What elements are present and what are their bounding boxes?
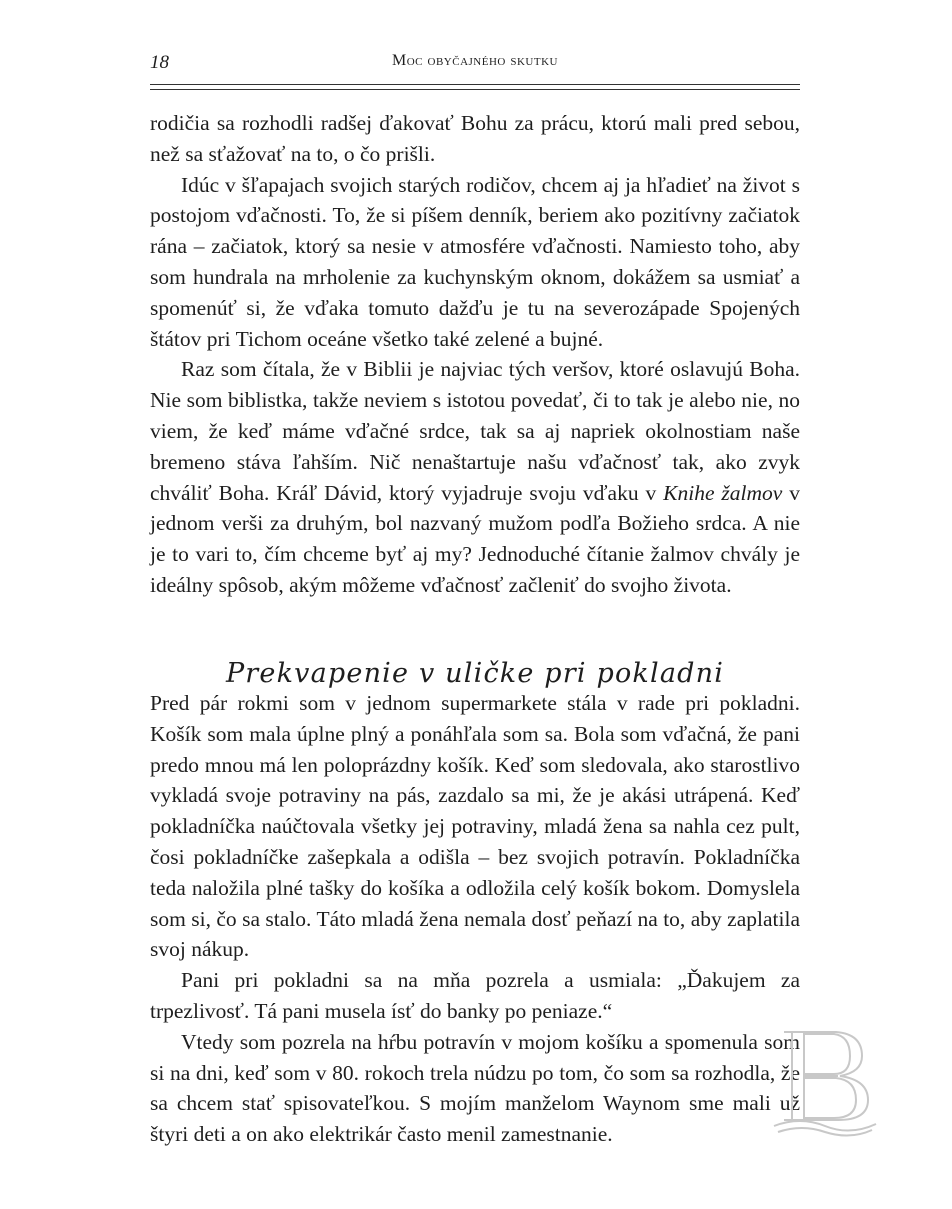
section-heading: Prekvapenie v uličke pri pokladni xyxy=(225,658,725,690)
page-header xyxy=(150,50,800,78)
paragraph-3-start: Raz som čítala, že v Biblii je najviac tých veršov, ktoré oslavujú Boha. Nie som biblistka, takže neviem s istotou povedať, či to tak je alebo nie, no viem, že keď máme vďačné srdce, tak sa aj napriek okolnostiam naše bremeno stáva ľahším. Nič nenaštartuje našu vďačnosť tak, ako zvyk chváliť Boha. Kráľ Dávid, ktorý vyjadruje svoju vďaku v xyxy=(150,357,800,505)
page-number: 18 xyxy=(150,52,169,73)
running-title: Moc obyčajného skutku xyxy=(392,52,558,69)
paragraph-5: Pani pri pokladni sa na mňa pozrela a usmiala: „Ďakujem za trpezlivosť. Tá pani musela ísť do banky po peniaze.“ xyxy=(150,968,800,1023)
text-block-upper xyxy=(150,108,800,601)
book-title: Knihe žalmov xyxy=(663,480,783,505)
paragraph-2: Idúc v šľapajach svojich starých rodičov, chcem aj ja hľadieť na život s postojom vďačnosti. To, že si píšem denník, beriem ako pozitívny začiatok rána – začiatok, ktorý sa nesie v atmosfére vďačnosti. Namiesto toho, aby som hundrala na mrholenie za kuchynským oknom, dokážem sa usmiať a spomenúť si, že vďaka tomuto dažďu je tu na severozápade Spojených štátov pri Tichom oceáne všetko také zelené a bujné. xyxy=(150,172,800,351)
header-rule-bottom xyxy=(150,89,800,90)
paragraph-1: rodičia sa rozhodli radšej ďakovať Bohu za prácu, ktorú mali pred sebou, než sa sťažovať na to, o čo prišli. xyxy=(150,111,800,166)
text-block-lower xyxy=(150,688,800,1150)
paragraph-3 xyxy=(150,354,800,600)
paragraph-6: Vtedy som pozrela na hŕbu potravín v mojom košíku a spomenula som si na dni, keď som v 80. rokoch trela núdzu po tom, čo som sa rozhodla, že sa chcem stať spisovateľkou. S mojím manželom Waynom sme mali už štyri deti a on ako elektrikár často menil zamestnanie. xyxy=(150,1029,800,1147)
header-rule-top xyxy=(150,84,800,85)
paragraph-3-end: v jednom verši za druhým, bol nazvaný mužom podľa Božieho srdca. A nie je to vari to, čím chceme byť aj my? Jednoduché čítanie žalmov chvály je ideálny spôsob, akým môžeme vďačnosť začleniť do svojho života. xyxy=(150,480,801,597)
paragraph-4: Pred pár rokmi som v jednom supermarkete stála v rade pri pokladni. Košík som mala úplne plný a ponáhľala som sa. Bola som vďačná, že pani predo mnou má len poloprázdny košík. Keď som sledovala, ako starostlivo vykladá svoje potraviny na pás, zazdalo sa mi, že je akási utrápená. Keď pokladníčka naúčtovala všetky jej potraviny, mladá žena sa nahla cez pult, čosi pokladníčke zašepkala a odišla – bez svojich potravín. Pokladníčka teda naložila plné tašky do košíka a odložila celý košík bokom. Domyslela som si, čo sa stalo. Táto mladá žena nemala dosť peňazí na to, aby zaplatila svoj nákup. xyxy=(150,691,800,962)
